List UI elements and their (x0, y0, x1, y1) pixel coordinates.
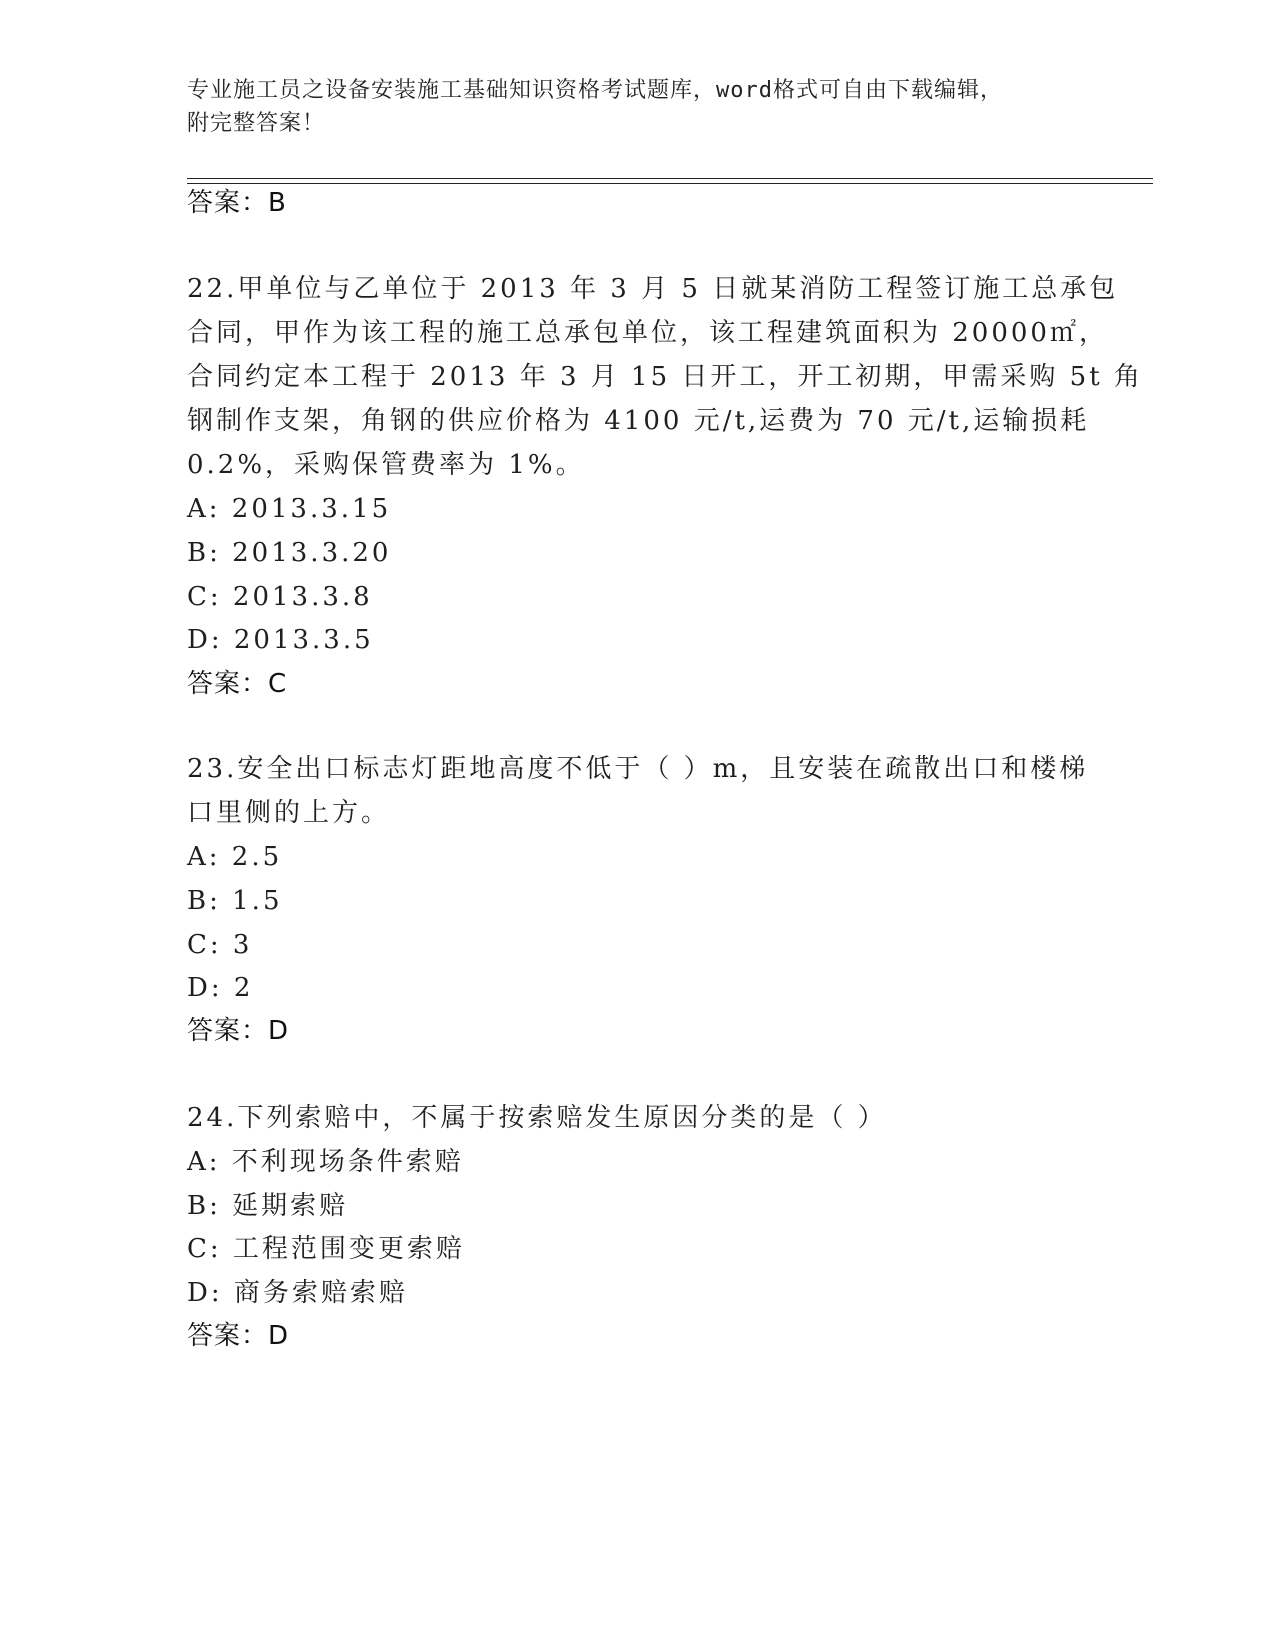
question-24-option-a: A: 不利现场条件索赔 (187, 1147, 464, 1177)
question-22-line-4: 钢制作支架，角钢的供应价格为 4100 元/t,运费为 70 元/t,运输损耗 (187, 406, 1090, 436)
header-line-1: 专业施工员之设备安装施工基础知识资格考试题库，word格式可自由下载编辑， (187, 78, 1003, 103)
previous-answer: 答案：B (187, 188, 287, 218)
question-24-option-d: D: 商务索赔索赔 (187, 1278, 408, 1308)
header-divider-bottom (187, 183, 1153, 184)
question-23-option-c: C: 3 (187, 930, 253, 960)
question-22-line-3: 合同约定本工程于 2013 年 3 月 15 日开工，开工初期，甲需采购 5t 角 (187, 362, 1143, 392)
question-23-line-1: 23.安全出口标志灯距地高度不低于（ ）m，且安装在疏散出口和楼梯 (187, 754, 1089, 784)
question-22-line-1: 22.甲单位与乙单位于 2013 年 3 月 5 日就某消防工程签订施工总承包 (187, 274, 1119, 304)
question-22-line-2: 合同，甲作为该工程的施工总承包单位，该工程建筑面积为 20000㎡， (187, 318, 1108, 348)
question-23-option-a: A: 2.5 (187, 842, 283, 872)
question-22-option-b: B: 2013.3.20 (187, 538, 392, 568)
question-22-option-a: A: 2013.3.15 (187, 494, 392, 524)
question-22-option-d: D: 2013.3.5 (187, 625, 374, 655)
question-24-line-1: 24.下列索赔中，不属于按索赔发生原因分类的是（ ） (187, 1103, 887, 1133)
document-header (187, 74, 1087, 140)
question-24-option-c: C: 工程范围变更索赔 (187, 1234, 465, 1264)
question-22-answer: 答案：C (187, 669, 288, 699)
header-line-2: 附完整答案！ (187, 111, 326, 136)
question-24-option-b: B: 延期索赔 (187, 1191, 349, 1221)
question-22-option-c: C: 2013.3.8 (187, 582, 373, 612)
question-23-option-d: D: 2 (187, 973, 254, 1003)
question-24-answer: 答案：D (187, 1321, 290, 1351)
question-22-line-5: 0.2%，采购保管费率为 1%。 (187, 450, 585, 480)
question-23-answer: 答案：D (187, 1016, 290, 1046)
question-23-option-b: B: 1.5 (187, 886, 283, 916)
header-divider-top (187, 178, 1153, 179)
question-23-line-2: 口里侧的上方。 (187, 798, 391, 828)
